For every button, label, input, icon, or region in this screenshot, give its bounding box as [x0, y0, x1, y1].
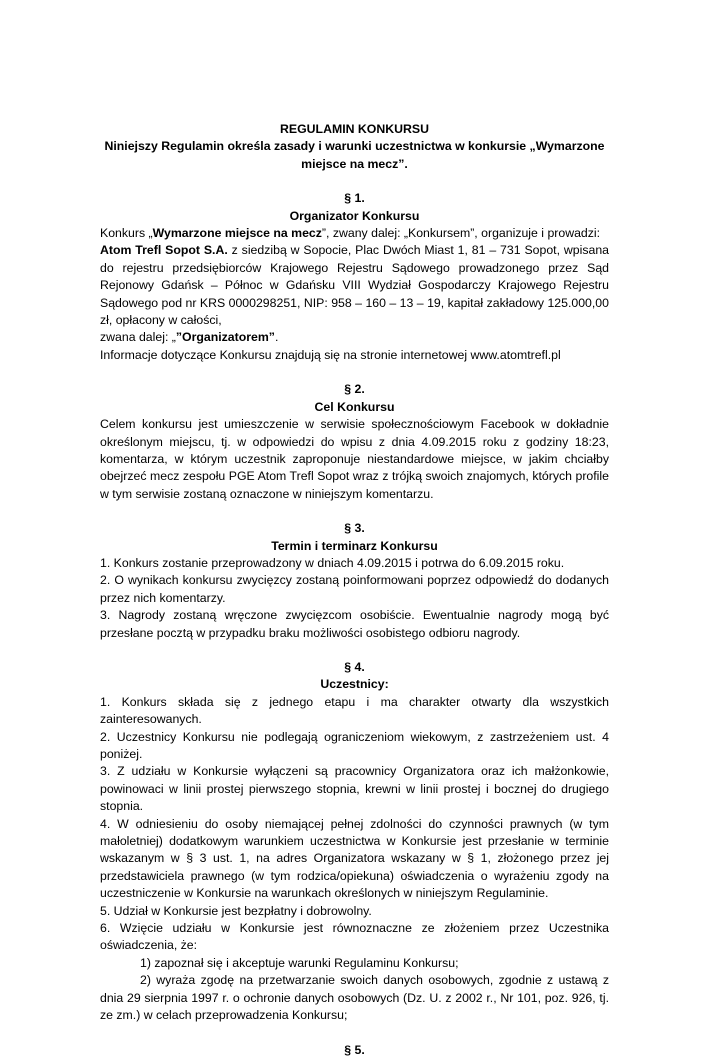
section-2-text: Celem konkursu jest umieszczenie w serwisie społecznościowym Facebook w dokładnie określonym miejscu, tj. w odpowiedzi do wpisu z dnia 4.09.2015 roku z godziny 18:23, komentarza, w którym uczestnik zaproponuje niestandardowe miejsce, w jakim chciałby obejrzeć mecz zespołu PGE Atom Trefl Sopot wraz z trójką swoich znajomych, których profile w tym serwisie zostaną oznaczone w niniejszym komentarzu. [100, 417, 609, 501]
document-title: REGULAMIN KONKURSU [280, 122, 429, 136]
section-4-number: § 4. [344, 659, 365, 674]
section-4-item: 5. Udział w Konkursie jest bezpłatny i dobrowolny. [100, 903, 372, 918]
section-1-line-1: Konkurs „Wymarzone miejsce na mecz”, zwany dalej: „Konkursem”, organizuje i prowadzi: [100, 226, 601, 241]
section-2-heading: Cel Konkursu [314, 399, 395, 414]
section-1-info: Informacje dotyczące Konkursu znajdują się na stronie internetowej www.atomtrefl.pl [100, 347, 561, 362]
document-subtitle: Niniejszy Regulamin określa zasady i warunki uczestnictwa w konkursie „Wymarzone miejsce na mecz”. [104, 139, 605, 171]
section-4-subitem: 2) wyraża zgodę na przetwarzanie swoich danych osobowych, zgodnie z ustawą z dnia 29 sierpnia 1997 r. o ochronie danych osobowych (Dz. U. z 2002 r., Nr 101, poz. 926, tj. ze zm.) w celach przeprowadzenia Konkursu; [100, 973, 609, 1023]
section-4-item: 2. Uczestnicy Konkursu nie podlegają ograniczeniom wiekowym, z zastrzeżeniem ust. 4 poniżej. [100, 729, 609, 761]
section-1-number: § 1. [344, 191, 365, 206]
section-4-item: 1. Konkurs składa się z jednego etapu i ma charakter otwarty dla wszystkich zainteresowanych. [100, 694, 609, 727]
section-2-number: § 2. [344, 382, 365, 397]
section-3-number: § 3. [344, 521, 365, 536]
section-1-heading: Organizator Konkursu [289, 208, 420, 223]
section-5-number: § 5. [344, 1042, 365, 1057]
section-4-heading: Uczestnicy: [320, 677, 389, 692]
section-4-item: 6. Wzięcie udziału w Konkursie jest równoznaczne ze złożeniem przez Uczestnika oświadczenia, że: [100, 921, 609, 953]
section-3-item: 1. Konkurs zostanie przeprowadzony w dniach 4.09.2015 i potrwa do 6.09.2015 roku. [100, 555, 565, 570]
section-4-item: 3. Z udziału w Konkursie wyłączeni są pracownicy Organizatora oraz ich małżonkowie, powinowaci w linii prostej pierwszego stopnia, krewni w linii prostej i bocznej do drugiego stopnia. [100, 764, 609, 814]
section-3-heading: Termin i terminarz Konkursu [271, 538, 438, 553]
section-1-line-3: zwana dalej: „”Organizatorem”. [100, 330, 279, 345]
section-3-item: 3. Nagrody zostaną wręczone zwycięzcom osobiście. Ewentualnie nagrody mogą być przesłane pocztą w przypadku braku możliwości osobistego odbioru nagrody. [100, 608, 609, 640]
section-1-organizer: Atom Trefl Sopot S.A. z siedzibą w Sopocie, Plac Dwóch Miast 1, 81 – 731 Sopot, wpisana do rejestru przedsiębiorców Krajowego Rejestru Sądowego prowadzonego przez Sąd Rejonowy Gdańsk – Północ w Gdańsku VIII Wydział Gospodarczy Krajowego Rejestru Sądowego pod nr KRS 0000298251, NIP: 958 – 160 – 13 – 19, kapitał zakładowy 125.000,00 zł, opłacony w całości, [100, 243, 609, 328]
section-3-item: 2. O wynikach konkursu zwycięzcy zostaną poinformowani poprzez odpowiedź do dodanych przez nich komentarzy. [100, 573, 609, 605]
document-page [100, 121, 609, 1059]
section-4-subitem: 1) zapoznał się i akceptuje warunki Regulaminu Konkursu; [140, 955, 459, 970]
section-4-item: 4. W odniesieniu do osoby niemającej pełnej zdolności do czynności prawnych (w tym małoletniej) dodatkowym warunkiem uczestnictwa w Konkursie jest przesłanie w terminie wskazanym w § 3 ust. 1, na adres Organizatora wskazany w § 1, złożonego przez jej przedstawiciela prawnego (w tym rodzica/opiekuna) oświadczenia o wyrażeniu zgody na uczestniczenie w Konkursie na warunkach określonych w niniejszym Regulaminie. [100, 816, 609, 901]
